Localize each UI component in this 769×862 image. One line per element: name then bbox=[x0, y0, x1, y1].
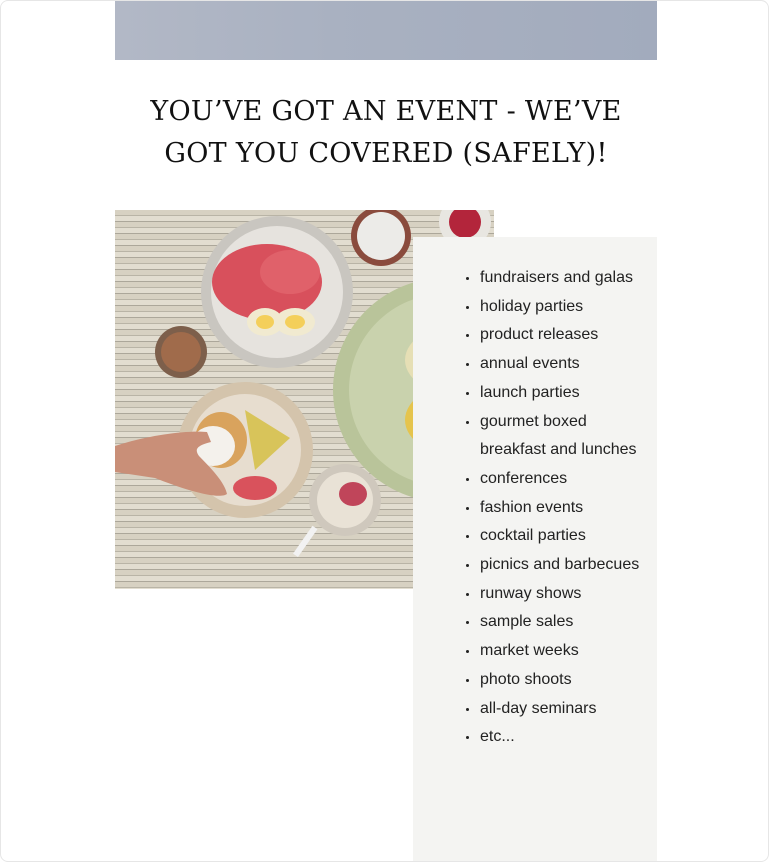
list-item: all-day seminars bbox=[464, 695, 644, 724]
page-title: YOU’VE GOT AN EVENT - WE’VE GOT YOU COVERED (SAFELY)! bbox=[150, 96, 622, 169]
list-item: fashion events bbox=[464, 494, 644, 523]
hero-banner-image bbox=[115, 1, 657, 60]
list-item: holiday parties bbox=[464, 293, 644, 322]
list-item: etc... bbox=[464, 723, 644, 752]
list-item: cocktail parties bbox=[464, 522, 644, 551]
event-types-panel bbox=[413, 237, 657, 862]
list-item: photo shoots bbox=[464, 666, 644, 695]
list-item: product releases bbox=[464, 321, 644, 350]
list-item: market weeks bbox=[464, 637, 644, 666]
list-item: annual events bbox=[464, 350, 644, 379]
list-item: picnics and barbecues bbox=[464, 551, 644, 580]
list-item: conferences bbox=[464, 465, 644, 494]
list-item: runway shows bbox=[464, 580, 644, 609]
list-item: launch parties bbox=[464, 379, 644, 408]
list-item: sample sales bbox=[464, 608, 644, 637]
list-item: gourmet boxed breakfast and lunches bbox=[464, 408, 644, 465]
event-types-list bbox=[464, 264, 644, 752]
list-item: fundraisers and galas bbox=[464, 264, 644, 293]
